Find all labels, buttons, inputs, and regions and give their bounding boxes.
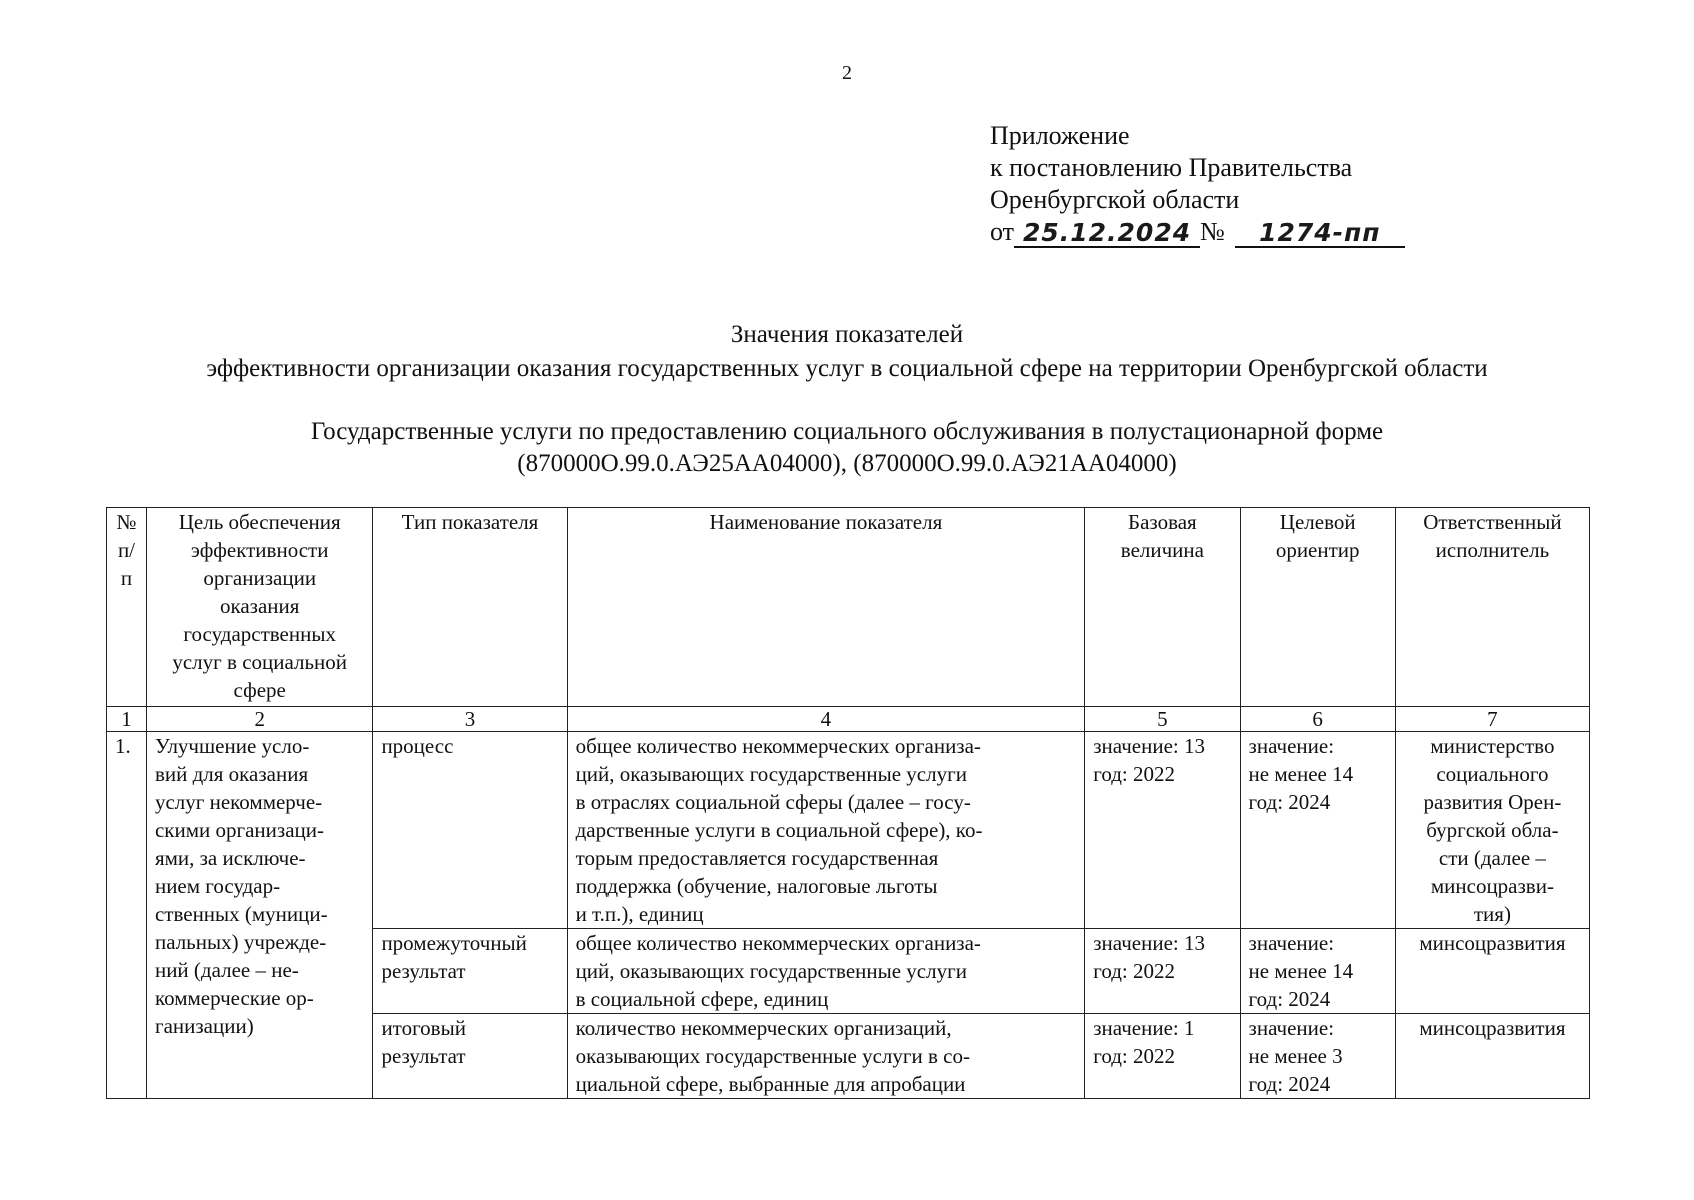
indicator-name: общее количество некоммерческих организа- ций, оказывающих государственные услуги в отраслях социальной сферы (далее – госу- дарственные услуги в социальной сфере), ко- торым предоставляется государственная поддержка (обучение, налоговые льготы и т.п.), единиц [567, 732, 1085, 929]
header-target: Целевой ориентир [1240, 508, 1395, 707]
responsible-executor: минсоцразвития [1395, 929, 1589, 1014]
column-number: 7 [1395, 707, 1589, 732]
number-sign: № [1200, 217, 1225, 246]
decree-number-handwritten: 1274-пп [1235, 220, 1405, 248]
indicators-table [106, 507, 1590, 1099]
services-line-2: (870000О.99.0.АЭ25АА04000), (870000О.99.0.АЭ21АА04000) [517, 450, 1177, 477]
column-number: 6 [1240, 707, 1395, 732]
row-number: 1. [107, 732, 147, 1099]
indicator-name: общее количество некоммерческих организа- ций, оказывающих государственные услуги в социальной сфере, единиц [567, 929, 1085, 1014]
target-value: значение: не менее 14 год: 2024 [1240, 929, 1395, 1014]
target-value: значение: не менее 14 год: 2024 [1240, 732, 1395, 929]
column-number: 4 [567, 707, 1085, 732]
goal-cell: Улучшение усло- вий для оказания услуг некоммерче- скими организаци- ями, за исключе- нием государ- ственных (муници- пальных) учрежде- ний (далее – не- коммерческие ор- ганизации) [146, 732, 372, 1099]
decree-date-handwritten: 25.12.2024 [1014, 220, 1200, 248]
indicator-name: количество некоммерческих организаций, оказывающих государственные услуги в со- циальной сфере, выбранные для апробации [567, 1014, 1085, 1099]
page-number: 2 [842, 62, 852, 84]
table-header-row [107, 508, 1590, 707]
header-number: № п/п [107, 508, 147, 707]
header-name: Наименование показателя [567, 508, 1085, 707]
base-value: значение: 1 год: 2022 [1085, 1014, 1240, 1099]
column-number: 1 [107, 707, 147, 732]
title-line-2: эффективности организации оказания государственных услуг в социальной сфере на территории Оренбургской области [206, 355, 1488, 382]
responsible-executor: министерство социального развития Орен- бургской обла- сти (далее – минсоцразви- тия) [1395, 732, 1589, 929]
table-row [107, 732, 1590, 929]
appendix-line-2: к постановлению Правительства [990, 153, 1353, 182]
column-numbers-row [107, 707, 1590, 732]
appendix-block [990, 120, 1405, 248]
responsible-executor: минсоцразвития [1395, 1014, 1589, 1099]
from-prefix: от [990, 217, 1015, 246]
decree-line [990, 216, 1405, 248]
appendix-line-3: Оренбургской области [990, 185, 1240, 214]
indicator-type: промежуточный результат [373, 929, 567, 1014]
column-number: 3 [373, 707, 567, 732]
indicator-type: процесс [373, 732, 567, 929]
column-number: 5 [1085, 707, 1240, 732]
services-heading [0, 416, 1694, 480]
base-value: значение: 13 год: 2022 [1085, 732, 1240, 929]
document-title [0, 318, 1694, 386]
header-goal: Цель обеспечения эффективности организации оказания государственных услуг в социальной сфере [146, 508, 372, 707]
target-value: значение: не менее 3 год: 2024 [1240, 1014, 1395, 1099]
appendix-line-1: Приложение [990, 121, 1130, 150]
header-type: Тип показателя [373, 508, 567, 707]
services-line-1: Государственные услуги по предоставлению социального обслуживания в полустационарной форме [310, 418, 1384, 445]
header-base: Базовая величина [1085, 508, 1240, 707]
column-number: 2 [146, 707, 372, 732]
title-line-1: Значения показателей [730, 321, 964, 348]
header-responsible: Ответственный исполнитель [1395, 508, 1589, 707]
base-value: значение: 13 год: 2022 [1085, 929, 1240, 1014]
indicator-type: итоговый результат [373, 1014, 567, 1099]
